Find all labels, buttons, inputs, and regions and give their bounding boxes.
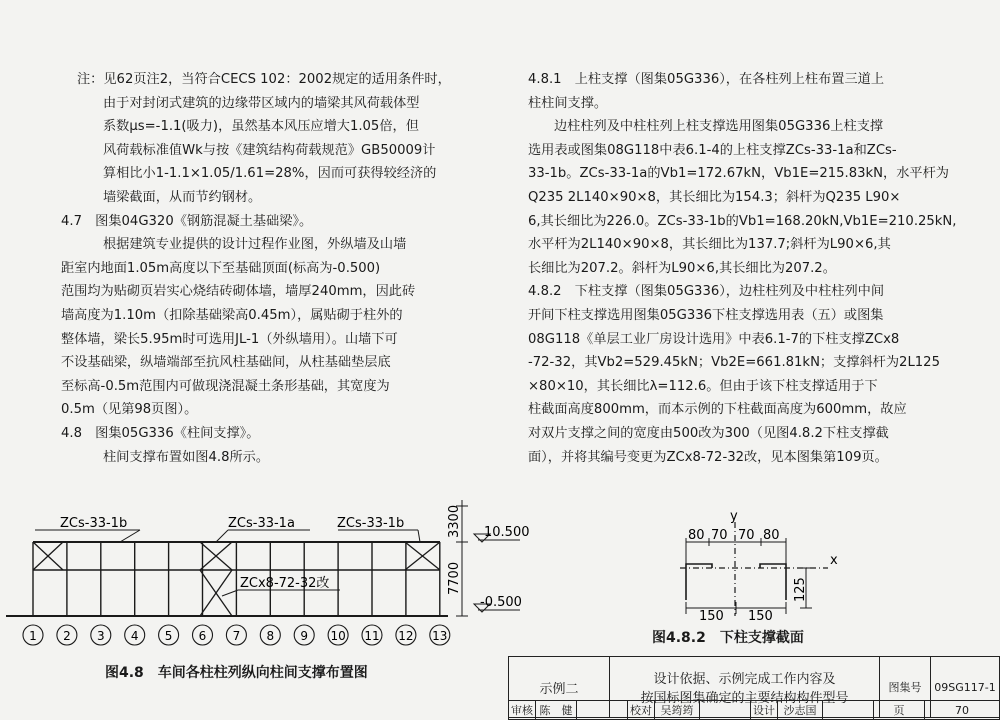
upper-brace-label: ZCs-33-1a	[228, 516, 295, 531]
designer-signature	[823, 701, 874, 720]
note-line: 由于对封闭式建筑的边缘带区域内的墙梁其风荷载体型	[103, 95, 420, 111]
title-block	[508, 656, 1000, 718]
brace-section-diagram	[660, 508, 860, 628]
upper-brace-label: ZCs-33-1b	[60, 516, 128, 531]
paragraph-line: 柱截面高度800mm，而本示例的下柱截面高度为600mm，故应	[528, 402, 907, 418]
paragraph-line: 6,其长细比为226.0。ZCs-33-1b的Vb1=168.20kN,Vb1E=210.25kN,	[528, 213, 957, 229]
axis-label: 9	[300, 629, 309, 643]
paragraph-line: 面），并将其编号变更为ZCx8-72-32改，见本图集第109页。	[528, 449, 888, 465]
paragraph-line: 整体墙，梁长5.95m时可选用JL-1（外纵墙用）。山墙下可	[61, 331, 398, 347]
note-line: 风荷载标准值Wk与按《建筑结构荷载规范》GB50009计	[103, 142, 436, 158]
paragraph-line: 长细比为207.2。斜杆为L90×6,其长细比为207.2。	[528, 260, 836, 276]
axis-label: 3	[96, 629, 105, 643]
axis-markers	[23, 625, 450, 645]
axis-label: 10	[330, 629, 346, 643]
drawing-title-line: 按国标图集确定的主要结构构件型号	[640, 691, 849, 706]
paragraph-line: 至标高-0.5m范围内可做现浇混凝土条形基础，其宽度为	[61, 378, 390, 394]
figure-4-8-caption: 图4.8 车间各柱柱列纵向柱间支撑布置图	[105, 665, 368, 681]
paragraph-line: 柱间支撑布置如图4.8所示。	[103, 449, 270, 465]
top-dim: 70	[738, 528, 755, 543]
page-number: 70	[925, 701, 1000, 720]
bracing-layout-diagram	[0, 500, 540, 660]
bottom-dim: 150	[699, 609, 724, 624]
axis-label: 8	[266, 629, 275, 643]
design-label: 设计	[751, 701, 778, 720]
drawing-title-line: 设计依据、示例完成工作内容及	[653, 672, 836, 687]
right-column	[528, 68, 973, 469]
top-dim: 80	[763, 528, 780, 543]
axis-label: 5	[164, 629, 173, 643]
section-heading-4-8-2: 4.8.2 下柱支撑（图集05G336），边柱柱列及中柱柱列中间	[528, 284, 885, 300]
review-label: 审核	[509, 701, 536, 720]
paragraph-line: 距室内地面1.05m高度以下至基础顶面(标高为-0.500)	[61, 260, 381, 276]
paragraph-line: Q235 2L140×90×8，其长细比为154.3；斜杆为Q235 L90×	[528, 189, 901, 205]
reviewer-signature	[577, 701, 628, 720]
example-label: 示例二	[509, 657, 610, 718]
paragraph-line: 选用表或图集08G118中表6.1-4的上柱支撑ZCs-33-1a和ZCs-	[528, 142, 897, 158]
axis-label: 13	[432, 629, 448, 643]
checker-signature	[700, 701, 751, 720]
figure-4-8-2-caption: 图4.8.2 下柱支撑截面	[652, 630, 804, 646]
paragraph-line: 08G118《单层工业厂房设计选用》中表6.1-7的下柱支撑ZCx8	[528, 331, 900, 347]
paragraph-line: 不设基础梁，纵墙端部至抗风柱基础间，从柱基础垫层底	[61, 355, 391, 371]
paragraph-line: 墙高度为1.10m（扣除基础梁高0.45m），属贴砌于柱外的	[61, 307, 403, 323]
paragraph-line: 33-1b。ZCs-33-1a的Vb1=172.67kN，Vb1E=215.83kN，水平杆为	[528, 166, 949, 182]
paragraph-line: 范围均为贴砌页岩实心烧结砖砌体墙，墙厚240mm，因此砖	[61, 284, 416, 300]
bottom-dim: 150	[748, 609, 773, 624]
axis-label: 7	[232, 629, 241, 643]
atlas-number: 09SG117-1	[931, 657, 1000, 718]
paragraph-line: 边柱柱列及中柱柱列上柱支撑选用图集05G336上柱支撑	[554, 119, 884, 135]
note-line: 算相比小1-1.1×1.05/1.61=28%，因而可获得较经济的	[103, 166, 437, 182]
reviewer-name: 陈 健	[536, 701, 577, 720]
paragraph-line: 水平杆为2L140×90×8，其长细比为137.7;斜杆为L90×6,其	[528, 237, 891, 253]
lower-brace-label: ZCx8-72-32改	[240, 576, 330, 591]
top-dim: 70	[711, 528, 728, 543]
note-line: 注：见62页注2，当符合CECS 102：2002规定的适用条件时，	[77, 72, 451, 87]
column-lines	[33, 542, 440, 616]
axis-label: 2	[63, 629, 71, 643]
elevation-bottom: -0.500	[480, 595, 522, 610]
section-heading-4-8: 4.8 图集05G336《柱间支撑》。	[61, 425, 260, 441]
x-axis-label: x	[830, 553, 838, 568]
upper-brace-label: ZCs-33-1b	[337, 516, 405, 531]
section-heading-4-7: 4.7 图集04G320《钢筋混凝土基础梁》。	[61, 213, 313, 229]
dim-lower: 7700	[447, 561, 462, 595]
section-heading-4-8-1: 4.8.1 上柱支撑（图集05G336），在各柱列上柱布置三道上	[528, 72, 885, 87]
dim-upper: 3300	[447, 504, 462, 538]
designer-name: 沙志国	[778, 701, 823, 720]
side-dim: 125	[793, 577, 808, 602]
check-label: 校对	[628, 701, 655, 720]
paragraph-line: 0.5m（见第98页图）。	[61, 402, 198, 418]
paragraph-line: 对双片支撑之间的宽度由500改为300（见图4.8.2下柱支撑截	[528, 425, 889, 441]
paragraph-line: 根据建筑专业提供的设计过程作业图，外纵墙及山墙	[103, 237, 407, 253]
elevation-top: 10.500	[484, 525, 530, 540]
left-column	[61, 68, 477, 469]
paragraph-line: 柱柱间支撑。	[528, 95, 608, 111]
checker-name: 吴筠筠	[655, 701, 700, 720]
paragraph-line: ×80×10，其长细比λ=112.6。但由于该下柱支撑适用于下	[528, 378, 878, 394]
note-line: 墙梁截面，从而节约钢材。	[103, 189, 262, 205]
top-dim: 80	[688, 528, 705, 543]
y-axis-label: y	[730, 509, 738, 524]
note-line: 系数μs=-1.1(吸力)，虽然基本风压应增大1.05倍，但	[103, 119, 419, 135]
axis-label: 1	[29, 629, 37, 643]
paragraph-line: -72-32，其Vb2=529.45kN；Vb2E=661.81kN；支撑斜杆为2L125	[528, 355, 940, 371]
page-label: 页	[874, 701, 925, 720]
axis-label: 12	[398, 629, 414, 643]
atlas-label: 图集号	[880, 657, 931, 718]
paragraph-line: 开间下柱支撑选用图集05G336下柱支撑选用表（五）或图集	[528, 307, 884, 323]
axis-label: 6	[198, 629, 207, 643]
axis-label: 4	[130, 629, 139, 643]
axis-label: 11	[364, 629, 380, 643]
